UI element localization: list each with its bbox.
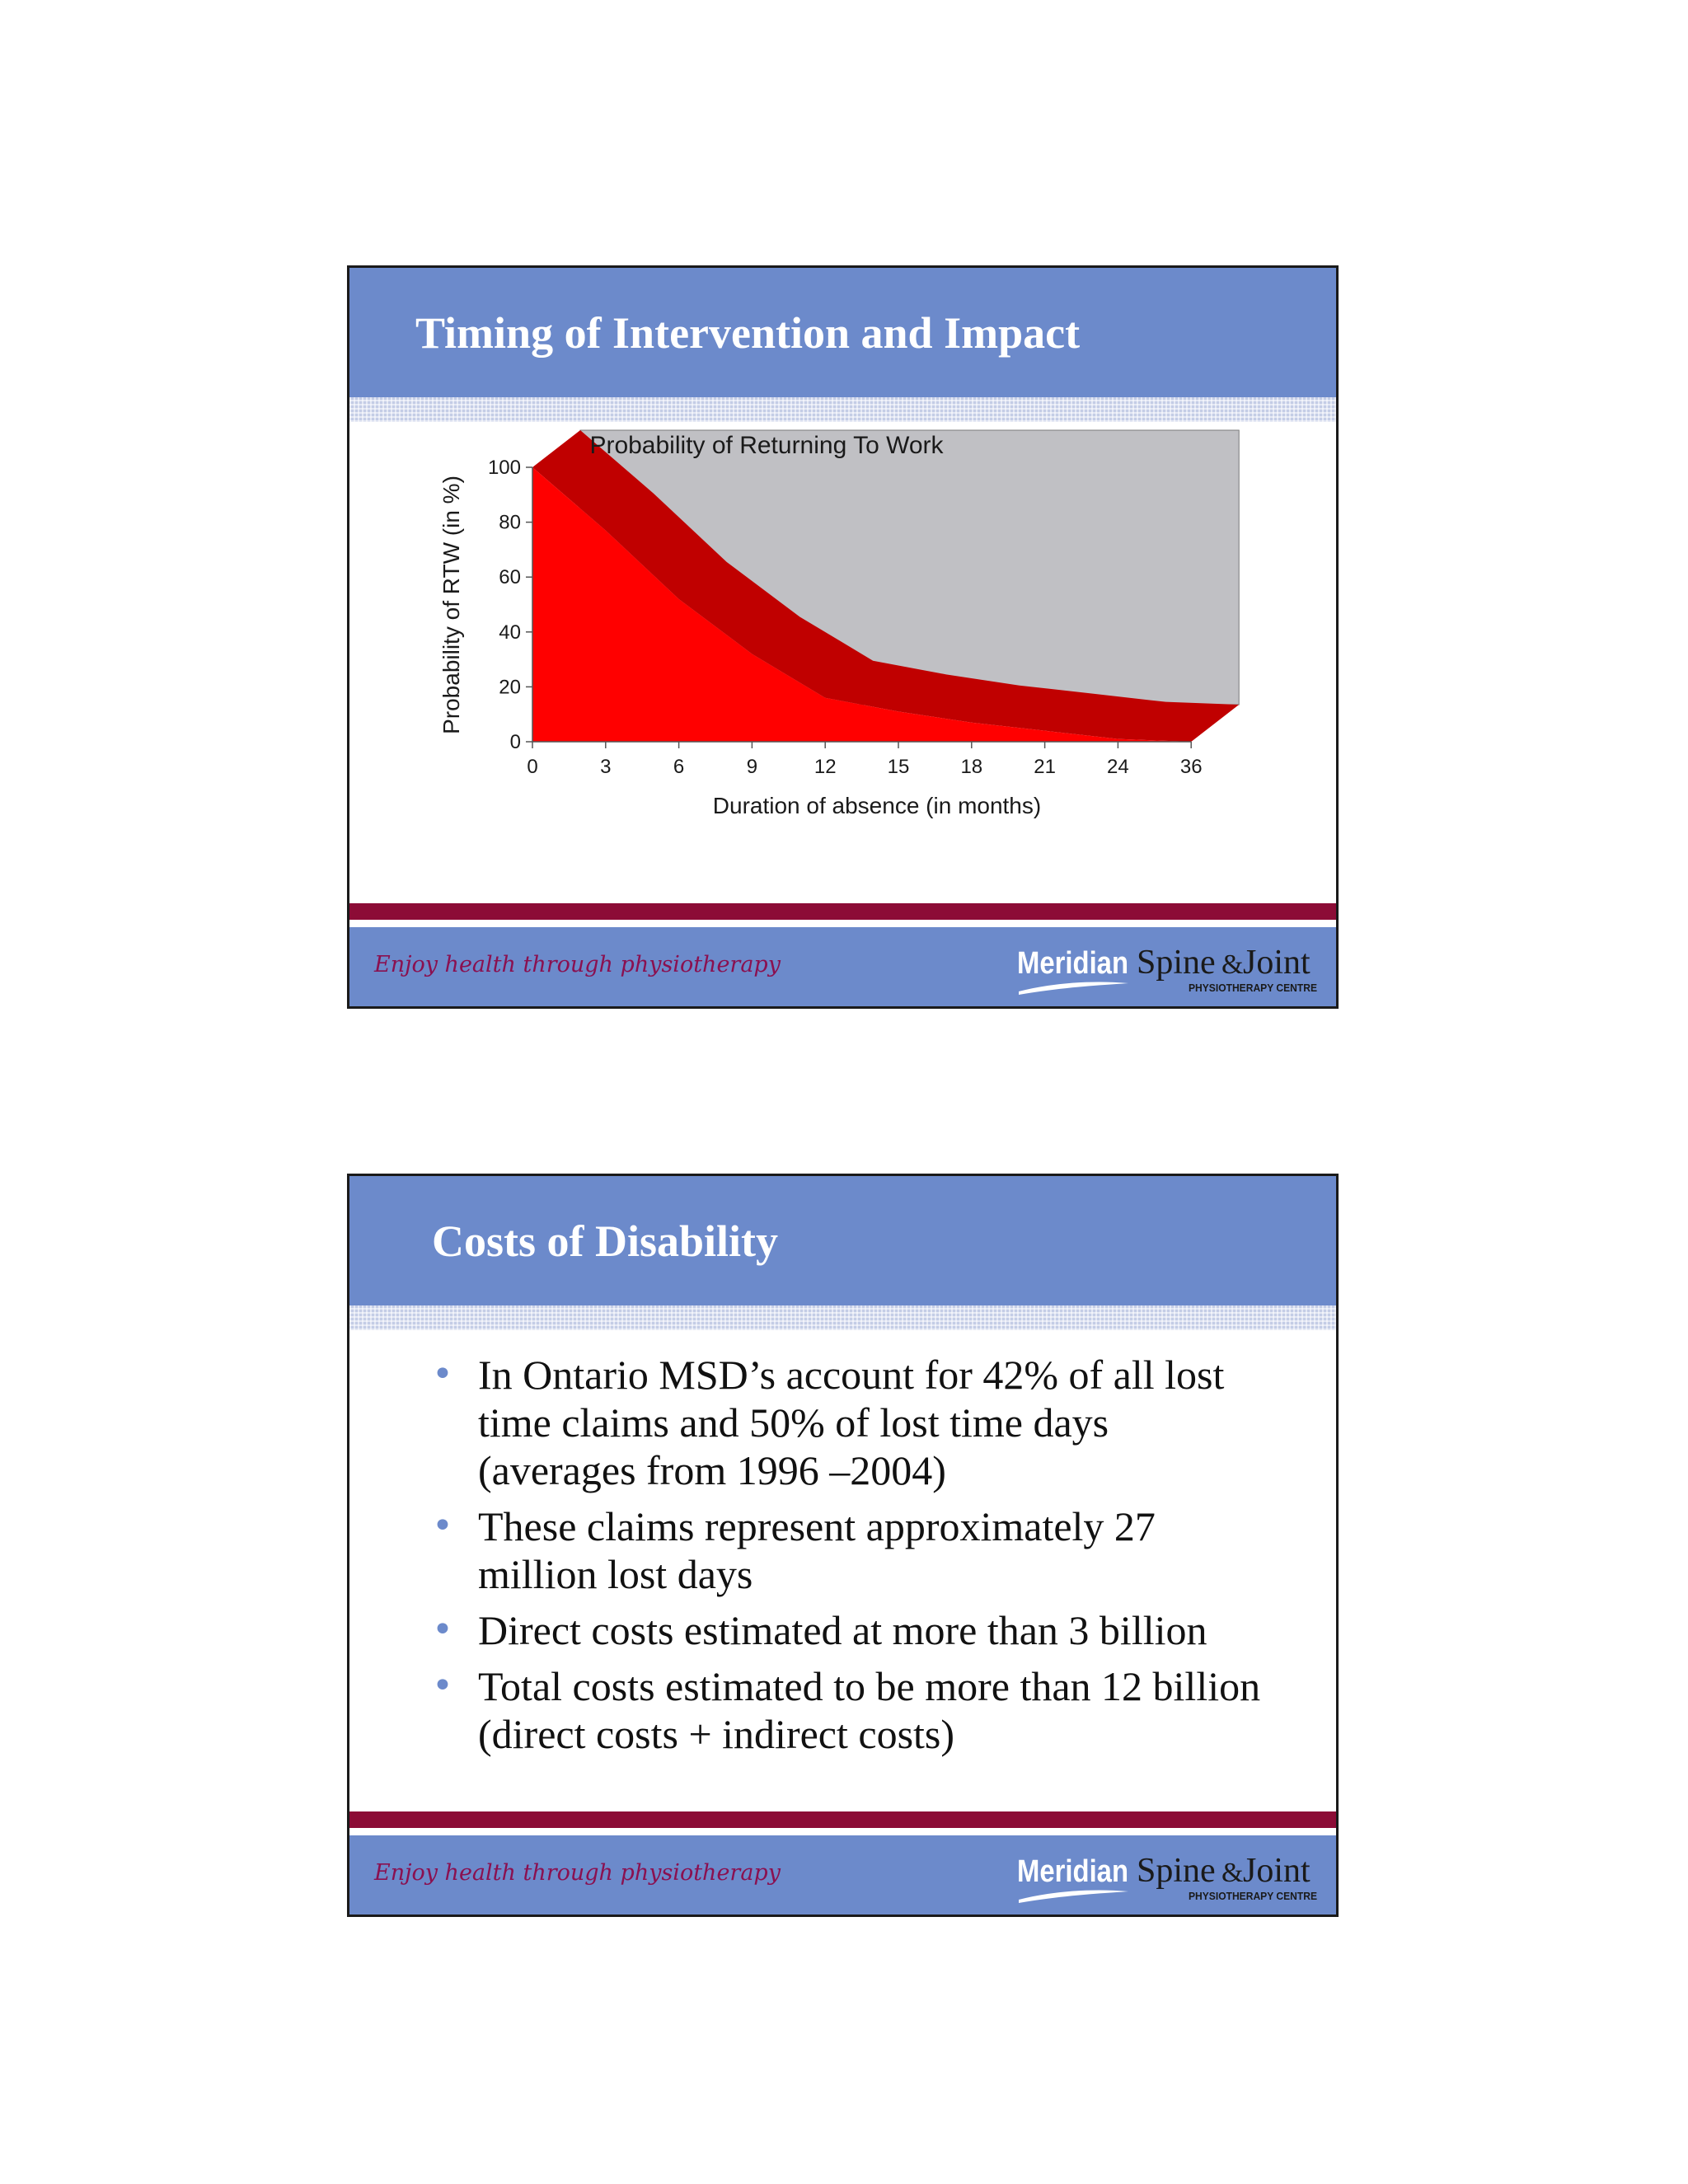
bullet-dot-icon: • [432,1665,453,1707]
x-tick-label: 18 [960,756,983,778]
logo-name-joint: Joint [1243,944,1311,982]
x-tick-label: 6 [673,756,685,778]
y-tick-label: 0 [509,731,521,753]
slide-header [349,268,1336,397]
logo-name-joint: Joint [1243,1852,1311,1890]
rtw-chart [349,422,1336,895]
y-axis-label: Probability of RTW (in %) [438,476,464,734]
x-tick-label: 36 [1179,756,1203,778]
bullet-text: In Ontario MSD’s account for 42% of all lost time claims and 50% of lost time days (averages from 1996 –2004) [478,1352,1225,1493]
x-tick-label: 21 [1034,756,1056,778]
slide-costs-of-disability [347,1174,1339,1917]
x-tick-label: 24 [1107,756,1129,778]
slide-body [349,1330,1336,1803]
footer-maroon-bar [349,1811,1336,1828]
meridian-logo [1017,1845,1322,1911]
logo-swoosh [1019,982,1128,995]
logo-name-spine: Spine [1137,944,1216,982]
chart-title: Probability of Returning To Work [589,432,944,459]
logo-swoosh [1019,1890,1128,1903]
logo-name-spine: Spine [1137,1852,1216,1890]
logo-ampersand: & [1221,1858,1244,1888]
meridian-logo [1017,937,1322,1003]
bullet-dot-icon: • [432,1505,453,1547]
bullet-item [432,1662,1273,1758]
bullet-text: Direct costs estimated at more than 3 billion [478,1607,1207,1653]
bullet-item [432,1502,1273,1598]
footer-maroon-bar [349,903,1336,920]
slide-timing-of-intervention [347,265,1339,1009]
bullet-text: These claims represent approximately 27 million lost days [478,1503,1156,1597]
x-tick-label: 15 [887,756,910,778]
y-tick-label: 100 [487,457,521,479]
footer-tagline: Enjoy health through physiotherapy [374,1860,781,1886]
logo-brand: Meridian [1017,1854,1128,1889]
title-stripe [349,1305,1336,1330]
footer [349,1835,1336,1917]
logo-ampersand: & [1221,949,1244,980]
bullet-item [432,1606,1273,1654]
x-tick-label: 3 [600,756,612,778]
title-stripe [349,397,1336,422]
bullet-dot-icon: • [432,1353,453,1395]
y-tick-label: 80 [499,511,521,534]
slide-title: Timing of Intervention and Impact [415,307,1081,358]
logo-brand: Meridian [1017,946,1128,981]
slide-body [349,422,1336,895]
x-tick-label: 9 [746,756,758,778]
footer-tagline: Enjoy health through physiotherapy [374,952,781,977]
x-tick-label: 0 [527,756,538,778]
logo-subtitle: PHYSIOTHERAPY CENTRE [1189,1890,1318,1902]
x-tick-label: 12 [814,756,837,778]
footer [349,927,1336,1009]
bullet-dot-icon: • [432,1609,453,1651]
y-tick-label: 40 [499,621,521,644]
bullet-text: Total costs estimated to be more than 12 billion (direct costs + indirect costs) [478,1663,1261,1757]
x-axis-label: Duration of absence (in months) [712,793,1042,818]
y-tick-label: 60 [499,566,521,589]
bullet-item [432,1351,1273,1494]
slide-header [349,1176,1336,1305]
logo-subtitle: PHYSIOTHERAPY CENTRE [1189,982,1318,994]
slide-title: Costs of Disability [432,1216,779,1266]
y-tick-label: 20 [499,676,521,699]
bullet-list [432,1351,1273,1766]
